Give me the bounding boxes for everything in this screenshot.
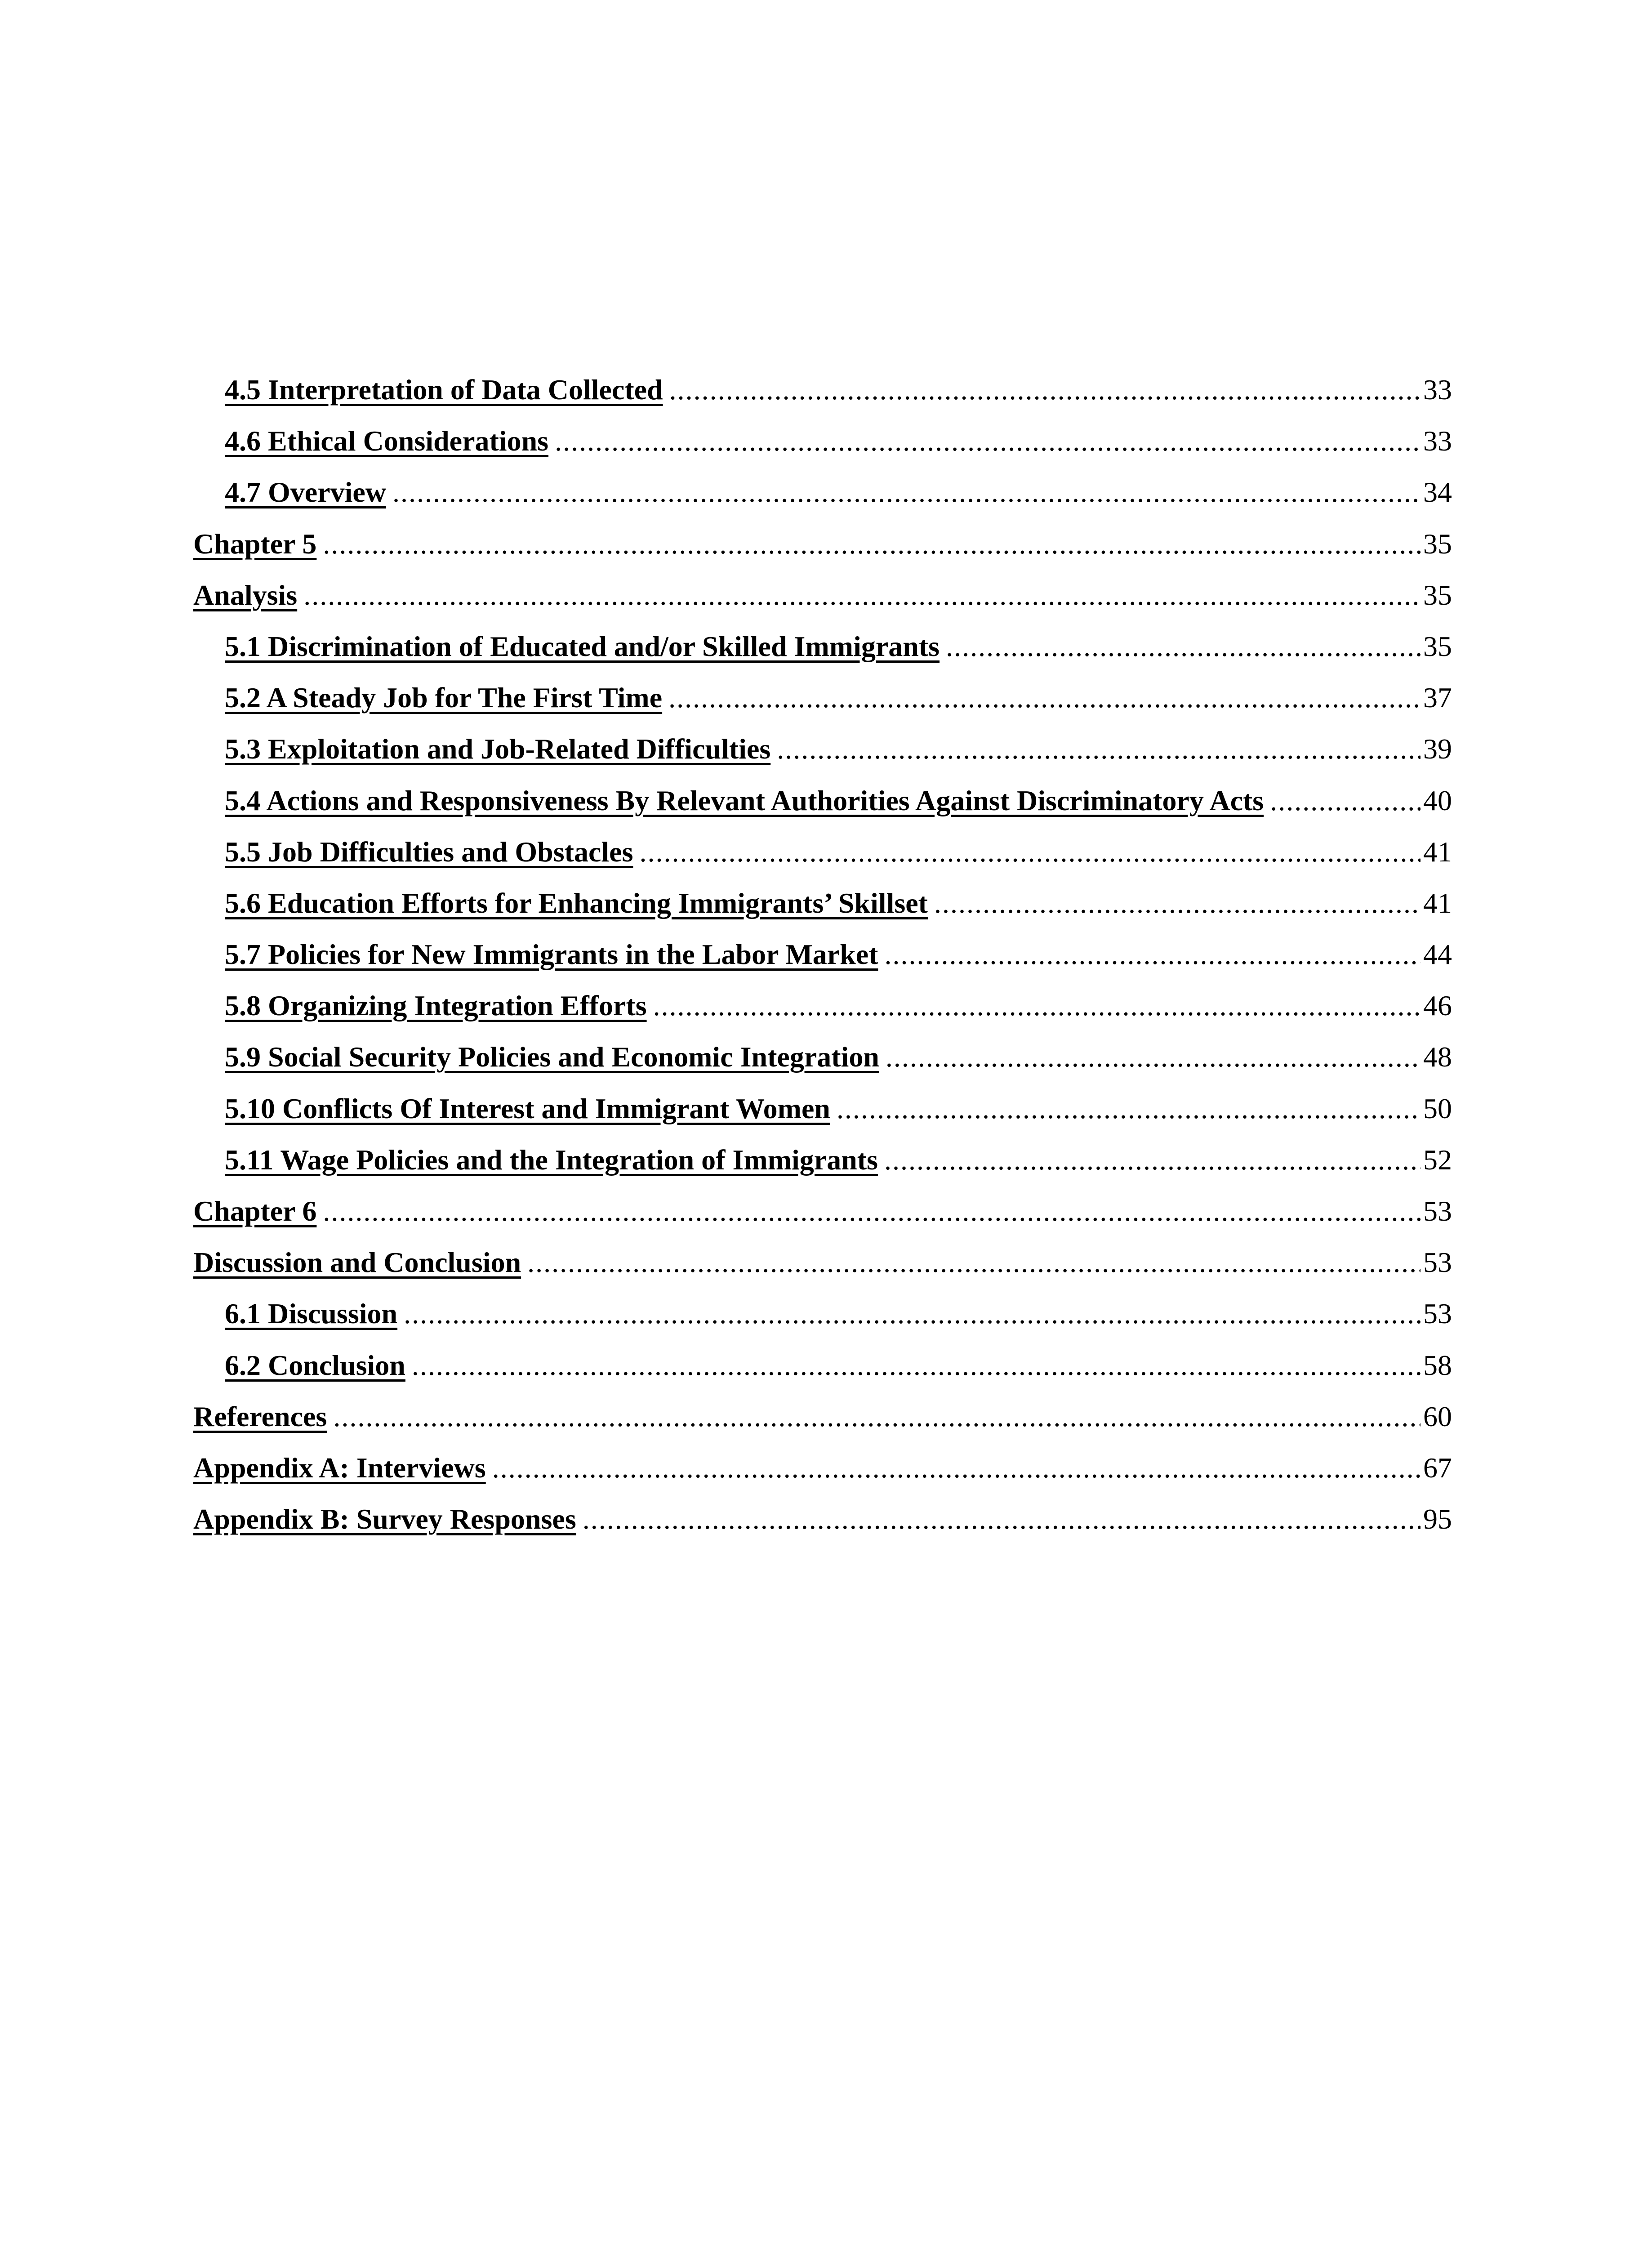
toc-entry-link[interactable]: Appendix B: Survey Responses (193, 1503, 576, 1535)
toc-page-number: 40 (1423, 784, 1452, 816)
toc-page-number: 48 (1423, 1041, 1452, 1073)
toc-entry[interactable] (193, 467, 1452, 518)
dot-leader (392, 467, 1420, 518)
toc-entry-link[interactable]: Appendix A: Interviews (193, 1451, 486, 1484)
toc-page-number: 35 (1423, 579, 1452, 611)
toc-entry-link[interactable]: 5.4 Actions and Responsiveness By Relevant Authorities Against Discriminatory Acts (225, 784, 1264, 816)
toc-entry[interactable] (193, 1288, 1452, 1339)
toc-entry-link[interactable]: 4.7 Overview (225, 476, 386, 508)
toc-page-number: 34 (1423, 476, 1452, 508)
dot-leader (886, 1031, 1420, 1083)
toc-page-number: 44 (1423, 938, 1452, 971)
dot-leader (555, 415, 1420, 467)
toc-entry[interactable] (193, 364, 1452, 415)
toc-entry-link[interactable]: Discussion and Conclusion (193, 1246, 521, 1279)
toc-entry-link[interactable]: 6.2 Conclusion (225, 1349, 405, 1381)
toc-entry-link[interactable]: 5.3 Exploitation and Job-Related Difficulties (225, 733, 771, 765)
dot-leader (323, 518, 1420, 570)
toc-entry-link[interactable]: 6.1 Discussion (225, 1298, 398, 1330)
toc-entry-link[interactable]: Analysis (193, 579, 298, 611)
toc-entry[interactable] (193, 1391, 1452, 1442)
toc-page-number: 50 (1423, 1092, 1452, 1124)
dot-leader (668, 672, 1420, 723)
toc-entry[interactable] (193, 1134, 1452, 1186)
toc-entry[interactable] (193, 980, 1452, 1031)
toc-page-number: 53 (1423, 1195, 1452, 1227)
toc-entry[interactable] (193, 1340, 1452, 1391)
toc-entry[interactable] (193, 826, 1452, 878)
toc-page-number: 46 (1423, 990, 1452, 1022)
table-of-contents (193, 364, 1452, 1545)
toc-entry[interactable] (193, 929, 1452, 980)
dot-leader (583, 1494, 1420, 1545)
toc-entry-link[interactable]: 5.6 Education Efforts for Enhancing Immigrants’ Skillset (225, 887, 928, 919)
toc-entry[interactable] (193, 723, 1452, 775)
toc-entry[interactable] (193, 1494, 1452, 1545)
dot-leader (837, 1083, 1420, 1134)
toc-page-number: 33 (1423, 374, 1452, 406)
toc-page-number: 41 (1423, 887, 1452, 919)
dot-leader (934, 878, 1420, 929)
toc-page-number: 35 (1423, 630, 1452, 662)
toc-page-number: 58 (1423, 1349, 1452, 1381)
dot-leader (639, 826, 1420, 878)
toc-page-number: 39 (1423, 733, 1452, 765)
toc-entry[interactable] (193, 775, 1452, 826)
toc-page-number: 95 (1423, 1503, 1452, 1535)
toc-page-number: 41 (1423, 835, 1452, 868)
toc-page-number: 37 (1423, 682, 1452, 714)
toc-entry-link[interactable]: 5.10 Conflicts Of Interest and Immigrant Women (225, 1092, 830, 1124)
toc-entry[interactable] (193, 1031, 1452, 1083)
dot-leader (653, 980, 1420, 1031)
toc-entry[interactable] (193, 570, 1452, 621)
dot-leader (527, 1237, 1420, 1288)
toc-entry-link[interactable]: 4.6 Ethical Considerations (225, 425, 549, 457)
toc-page-number: 53 (1423, 1298, 1452, 1330)
toc-entry-link[interactable]: 5.2 A Steady Job for The First Time (225, 682, 663, 714)
dot-leader (492, 1442, 1420, 1494)
toc-entry[interactable] (193, 1083, 1452, 1134)
dot-leader (303, 570, 1420, 621)
toc-page-number: 33 (1423, 425, 1452, 457)
toc-page-number: 67 (1423, 1451, 1452, 1484)
dot-leader (404, 1288, 1420, 1339)
toc-entry-link[interactable]: 5.9 Social Security Policies and Economic Integration (225, 1041, 879, 1073)
dot-leader (669, 364, 1420, 415)
dot-leader (412, 1340, 1420, 1391)
dot-leader (323, 1186, 1420, 1237)
toc-page-number: 53 (1423, 1246, 1452, 1279)
toc-entry-link[interactable]: 5.11 Wage Policies and the Integration of Immigrants (225, 1143, 878, 1176)
dot-leader (777, 723, 1420, 775)
toc-page-number: 60 (1423, 1400, 1452, 1432)
toc-entry-link[interactable]: 5.1 Discrimination of Educated and/or Skilled Immigrants (225, 630, 940, 662)
toc-entry[interactable] (193, 1442, 1452, 1494)
toc-entry-link[interactable]: Chapter 5 (193, 527, 317, 560)
toc-entry-link[interactable]: Chapter 6 (193, 1195, 317, 1227)
toc-entry-link[interactable]: 5.8 Organizing Integration Efforts (225, 990, 647, 1022)
dot-leader (1270, 775, 1420, 826)
toc-entry[interactable] (193, 415, 1452, 467)
toc-entry[interactable] (193, 1186, 1452, 1237)
dot-leader (946, 621, 1420, 672)
toc-entry[interactable] (193, 1237, 1452, 1288)
toc-entry-link[interactable]: 5.7 Policies for New Immigrants in the Labor Market (225, 938, 878, 971)
toc-entry[interactable] (193, 518, 1452, 570)
toc-entry[interactable] (193, 878, 1452, 929)
dot-leader (333, 1391, 1420, 1442)
toc-entry-link[interactable]: 4.5 Interpretation of Data Collected (225, 374, 663, 406)
toc-page-number: 35 (1423, 527, 1452, 560)
toc-entry[interactable] (193, 621, 1452, 672)
toc-entry-link[interactable]: 5.5 Job Difficulties and Obstacles (225, 835, 633, 868)
toc-page-number: 52 (1423, 1143, 1452, 1176)
dot-leader (884, 929, 1420, 980)
dot-leader (884, 1134, 1420, 1186)
toc-entry[interactable] (193, 672, 1452, 723)
toc-entry-link[interactable]: References (193, 1400, 327, 1432)
